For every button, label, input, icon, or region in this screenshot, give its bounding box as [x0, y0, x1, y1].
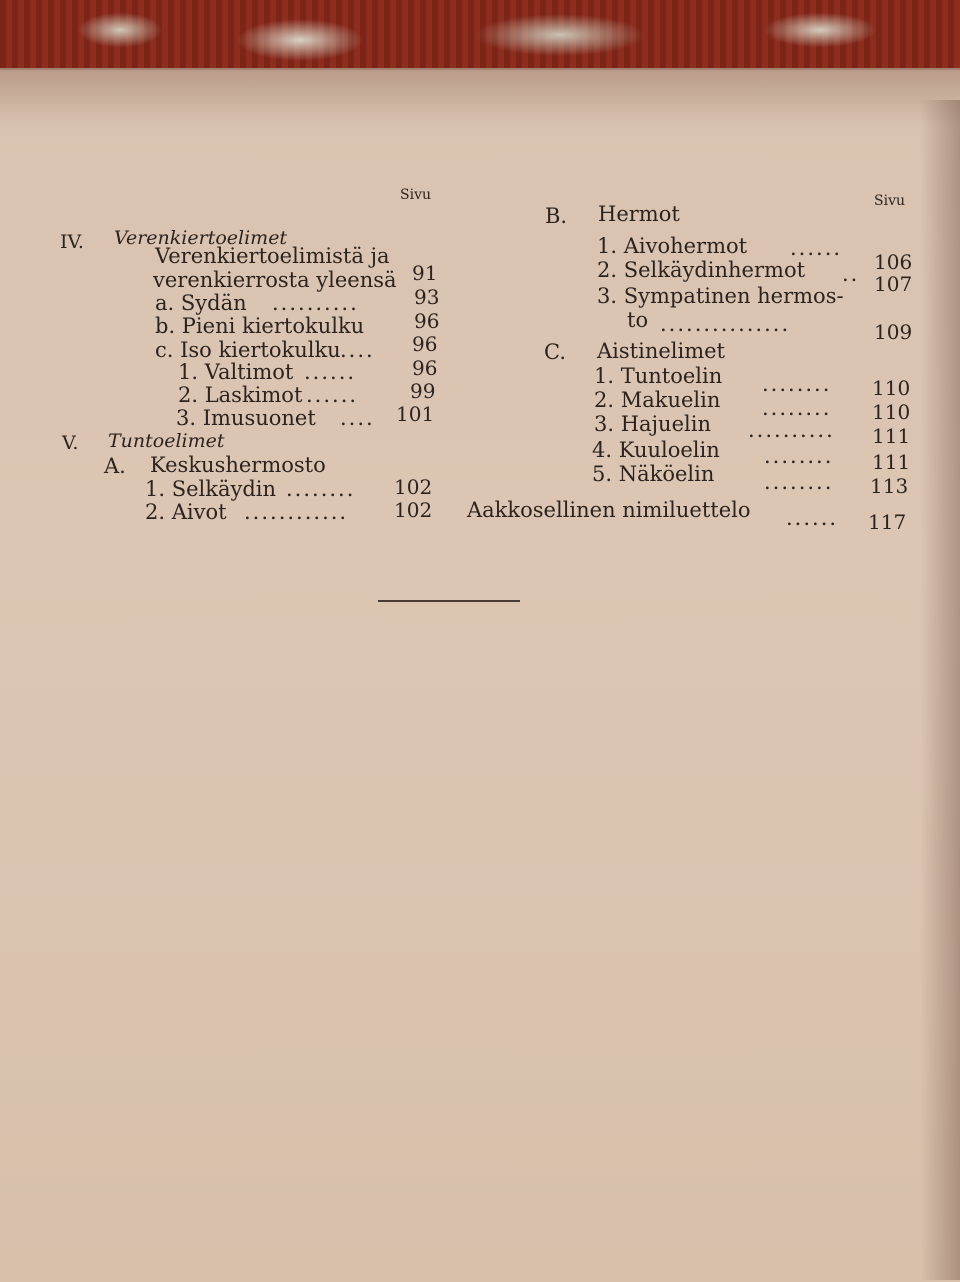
leader-dots: ........ — [764, 444, 834, 468]
leader-dots: .... — [340, 406, 375, 430]
toc-page-number: 101 — [396, 402, 435, 426]
toc-entry-label: c. Iso kiertokulku — [155, 338, 341, 362]
leader-dots: ............... — [660, 312, 791, 336]
toc-entry-label: 1. Selkäydin — [145, 477, 277, 501]
toc-entry-label: 3. Imusuonet — [176, 406, 316, 430]
toc-final-entry-label: Aakkosellinen nimiluettelo — [467, 498, 751, 522]
section-title: Tuntoelimet — [108, 430, 225, 452]
toc-entry-label: b. Pieni kiertokulku — [155, 314, 365, 338]
leader-dots: ........ — [286, 477, 356, 501]
section-letter: B. — [545, 204, 568, 228]
toc-entry-line: verenkierrosta yleensä — [153, 268, 397, 292]
toc-entry-label: 2. Aivot — [145, 500, 227, 524]
leader-dots: ........ — [762, 396, 832, 420]
toc-page-number: 117 — [868, 510, 907, 534]
section-numeral: V. — [62, 432, 79, 454]
toc-page-number: 91 — [412, 261, 438, 285]
toc-page-number: 109 — [874, 320, 913, 344]
toc-entry-line: Verenkiertoelimistä ja — [155, 244, 390, 268]
toc-entry-line: to — [627, 308, 649, 332]
toc-page-number: 96 — [414, 309, 440, 333]
toc-entry-label: 1. Tuntoelin — [594, 364, 723, 388]
section-title: Verenkiertoelimet — [114, 227, 288, 249]
toc-page-number: 96 — [412, 332, 438, 356]
subsection-letter: A. — [104, 454, 126, 478]
page-shadow — [0, 68, 960, 128]
page-column-header: Sivu — [400, 187, 431, 203]
toc-entry-label: 5. Näköelin — [592, 462, 715, 486]
toc-page-number: 106 — [874, 250, 913, 274]
leader-dots: ...... — [306, 383, 359, 407]
toc-page-number: 111 — [872, 450, 911, 474]
book-spine-shadow — [920, 100, 960, 1280]
end-rule — [378, 600, 520, 602]
toc-entry-label: 4. Kuuloelin — [592, 438, 720, 462]
toc-page-number: 102 — [394, 498, 433, 522]
leader-dots: ........ — [762, 372, 832, 396]
toc-page-number: 110 — [872, 376, 911, 400]
leader-dots: .. — [842, 262, 860, 286]
leader-dots: ...... — [786, 506, 839, 530]
toc-page-number: 96 — [412, 356, 438, 380]
toc-page-number: 99 — [410, 379, 436, 403]
leader-dots: ........ — [764, 470, 834, 494]
leader-dots: .......... — [748, 418, 835, 442]
leader-dots: .... — [340, 338, 375, 362]
toc-page-number: 107 — [874, 272, 913, 296]
toc-entry-label: a. Sydän — [155, 291, 247, 315]
section-title: Hermot — [598, 202, 680, 226]
toc-entry-label: 1. Aivohermot — [597, 234, 748, 258]
subsection-title: Keskushermosto — [150, 453, 326, 477]
toc-page-number: 102 — [394, 475, 433, 499]
toc-page-number: 111 — [872, 424, 911, 448]
section-title: Aistinelimet — [597, 339, 725, 363]
leader-dots: ............ — [244, 500, 349, 524]
toc-page-number: 93 — [414, 285, 440, 309]
leader-dots: .......... — [272, 291, 359, 315]
leader-dots: ...... — [790, 236, 843, 260]
page-column-header: Sivu — [874, 193, 905, 209]
toc-entry-label: 3. Hajuelin — [594, 412, 711, 436]
section-numeral: IV. — [60, 231, 84, 253]
toc-entry-label: 1. Valtimot — [178, 360, 294, 384]
toc-page-number: 110 — [872, 400, 911, 424]
toc-entry-line: 3. Sympatinen hermos- — [597, 284, 844, 308]
toc-entry-label: 2. Selkäydinhermot — [597, 258, 806, 282]
toc-page-number: 113 — [870, 474, 909, 498]
section-letter: C. — [544, 340, 566, 364]
toc-entry-label: 2. Laskimot — [178, 383, 303, 407]
leader-dots: ...... — [304, 360, 357, 384]
toc-entry-label: 2. Makuelin — [594, 388, 721, 412]
